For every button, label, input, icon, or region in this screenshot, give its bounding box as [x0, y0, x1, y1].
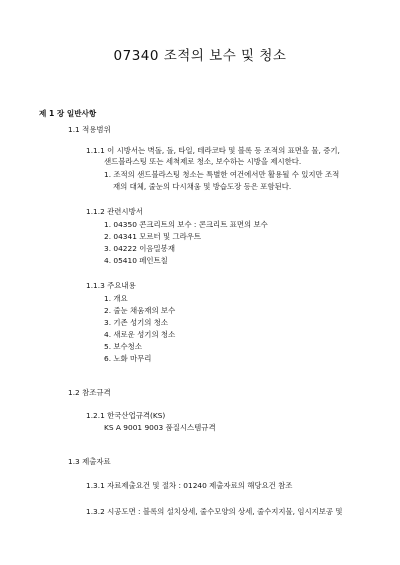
- section-1-1-heading: 1.1 적용범위: [68, 125, 111, 134]
- list-item: 4. 새로운 성기의 청소: [104, 330, 176, 339]
- document-title: 07340 조적의 보수 및 청소: [113, 48, 287, 64]
- list-item: 5. 보수청소: [104, 342, 142, 351]
- section-1-3-heading: 1.3 제출자료: [68, 457, 111, 466]
- section-1-1-1-note-line-2: 재의 대체, 줄눈의 다시채움 및 방습도장 등은 포함된다.: [113, 182, 292, 191]
- section-1-3-2: 1.3.2 시공도면 : 블록의 설치상세, 줄수모양의 상세, 줄수지지물, 임시지보공 및: [86, 507, 343, 516]
- section-1-1-1-note-line-1: 1. 조적의 샌드블라스팅 청소는 특별한 여건에서만 활용될 수 있지만 조적: [104, 170, 340, 179]
- section-1-2-1-item: KS A 9001 9003 품질시스템규격: [104, 423, 216, 432]
- list-item: 3. 04222 이음밀봉재: [104, 244, 175, 253]
- section-1-1-1-line-2: 샌드블라스팅 또는 세척제로 청소, 보수하는 시방을 제시한다.: [104, 157, 302, 166]
- section-1-2-heading: 1.2 참조규격: [68, 388, 111, 397]
- list-item: 2. 줄눈 채움재의 보수: [104, 306, 176, 315]
- list-item: 1. 개요: [104, 294, 128, 303]
- list-item: 6. 노화 마무리: [104, 354, 152, 363]
- chapter-heading: 제 1 장 일반사항: [39, 109, 97, 118]
- list-item: 2. 04341 모르터 및 그라우트: [104, 232, 202, 241]
- section-1-1-2-heading: 1.1.2 관련시방서: [86, 207, 143, 216]
- list-item: 1. 04350 콘크리트의 보수 : 콘크리트 표면의 보수: [104, 220, 268, 229]
- section-1-3-1: 1.3.1 자료제출요건 및 절차 : 01240 제출자료의 해당요건 참조: [86, 481, 293, 490]
- section-1-2-1-heading: 1.2.1 한국산업규격(KS): [86, 411, 166, 420]
- list-item: 4. 05410 페인트칠: [104, 256, 168, 265]
- section-1-1-3-heading: 1.1.3 주요내용: [86, 281, 136, 290]
- list-item: 3. 기존 성기의 청소: [104, 318, 169, 327]
- section-1-1-1-line-1: 1.1.1 이 시방서는 벽돌, 돌, 타일, 테라코타 및 블록 등 조적의 표면을 물, 증기,: [86, 146, 340, 155]
